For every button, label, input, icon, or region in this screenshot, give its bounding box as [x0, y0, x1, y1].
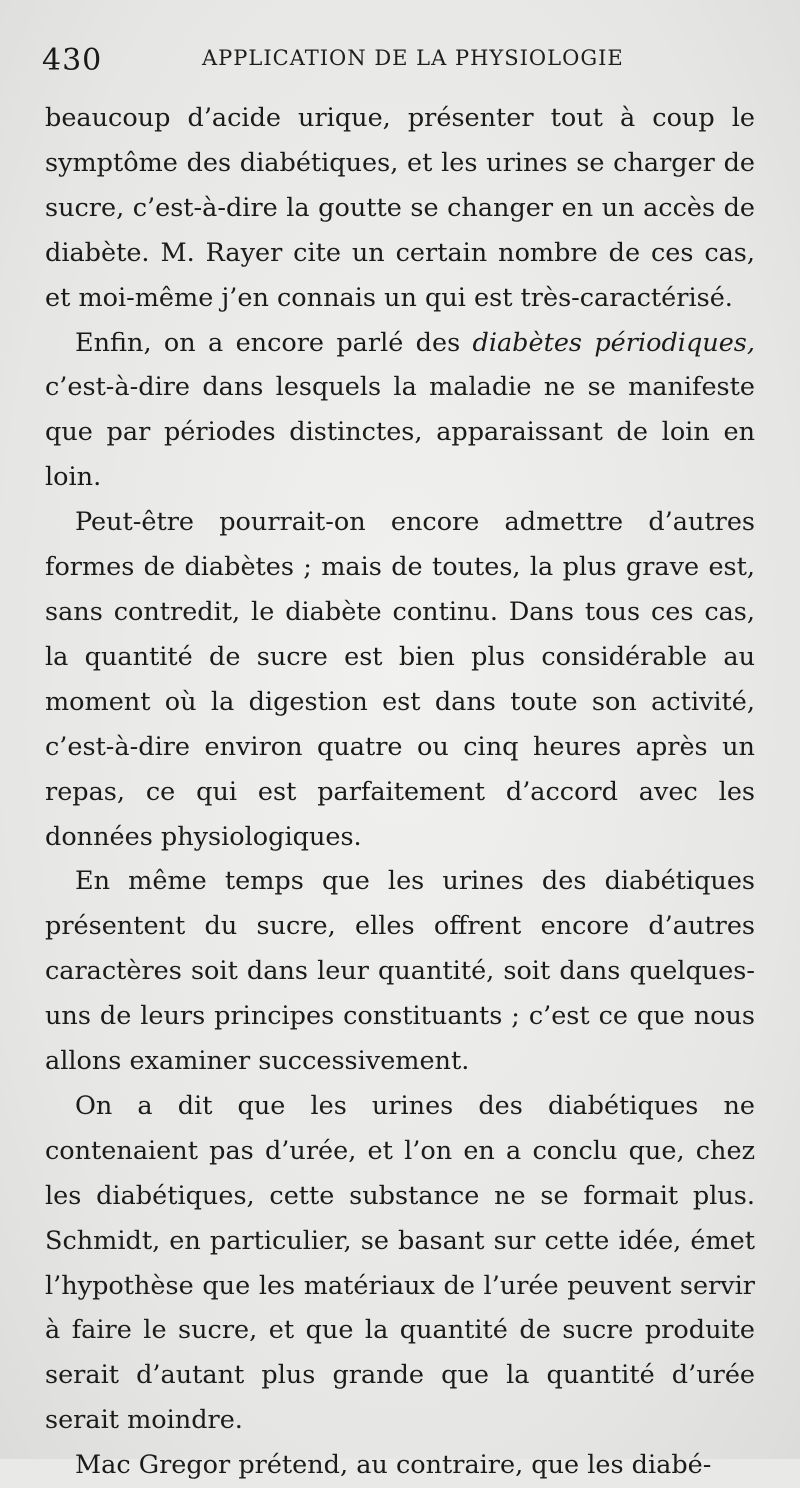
paragraph-text-after-emphasis: c’est-à-dire dans lesquels la maladie ne se manifeste que par périodes distinctes, apparaissant de loin en loin. [45, 372, 755, 493]
page-number: 430 [42, 42, 103, 78]
paragraph-mac-gregor: Mac Gregor prétend, au contraire, que les diabé- [75, 1450, 712, 1481]
paragraph-urine-characters: En même temps que les urines des diabétiques présentent du sucre, elles offrent encore d’autres caractères soit dans leur quantité, soit dans quelques-uns de leurs principes constituants ; c’est ce que nous allons examiner successivement. [45, 866, 755, 1077]
paragraph-periodic-diabetes [45, 321, 755, 501]
paragraph-forms-of-diabetes: Peut-être pourrait-on encore admettre d’autres formes de diabètes ; mais de toutes, la plus grave est, sans contredit, le diabète continu. Dans tous ces cas, la quantité de sucre est bien plus considérable au moment où la digestion est dans toute son activité, c’est-à-dire environ quatre ou cinq heures après un repas, ce qui est parfaitement d’accord avec les données physiologiques. [45, 507, 755, 852]
paragraph-continuation: beaucoup d’acide urique, présenter tout à coup le symptôme des diabétiques, et les urines se charger de sucre, c’est-à-dire la goutte se changer en un accès de diabète. M. Rayer cite un certain nombre de ces cas, et moi-même j’en connais un qui est très-caractérisé. [45, 103, 755, 313]
paragraph-urea: On a dit que les urines des diabétiques ne contenaient pas d’urée, et l’on en a conclu que, chez les diabétiques, cette substance ne se formait plus. Schmidt, en particulier, se basant sur cette idée, émet l’hypothèse que les matériaux de l’urée peuvent servir à faire le sucre, et que la quantité de sucre produite serait d’autant plus grande que la quantité d’urée serait moindre. [45, 1090, 755, 1436]
emphasized-term: diabètes périodiques, [472, 327, 755, 358]
page-header [42, 40, 758, 80]
running-title: APPLICATION DE LA PHYSIOLOGIE [202, 46, 624, 70]
paragraph-text-before-emphasis: Enfin, on a encore parlé des [75, 327, 473, 358]
body-text [45, 96, 755, 1488]
